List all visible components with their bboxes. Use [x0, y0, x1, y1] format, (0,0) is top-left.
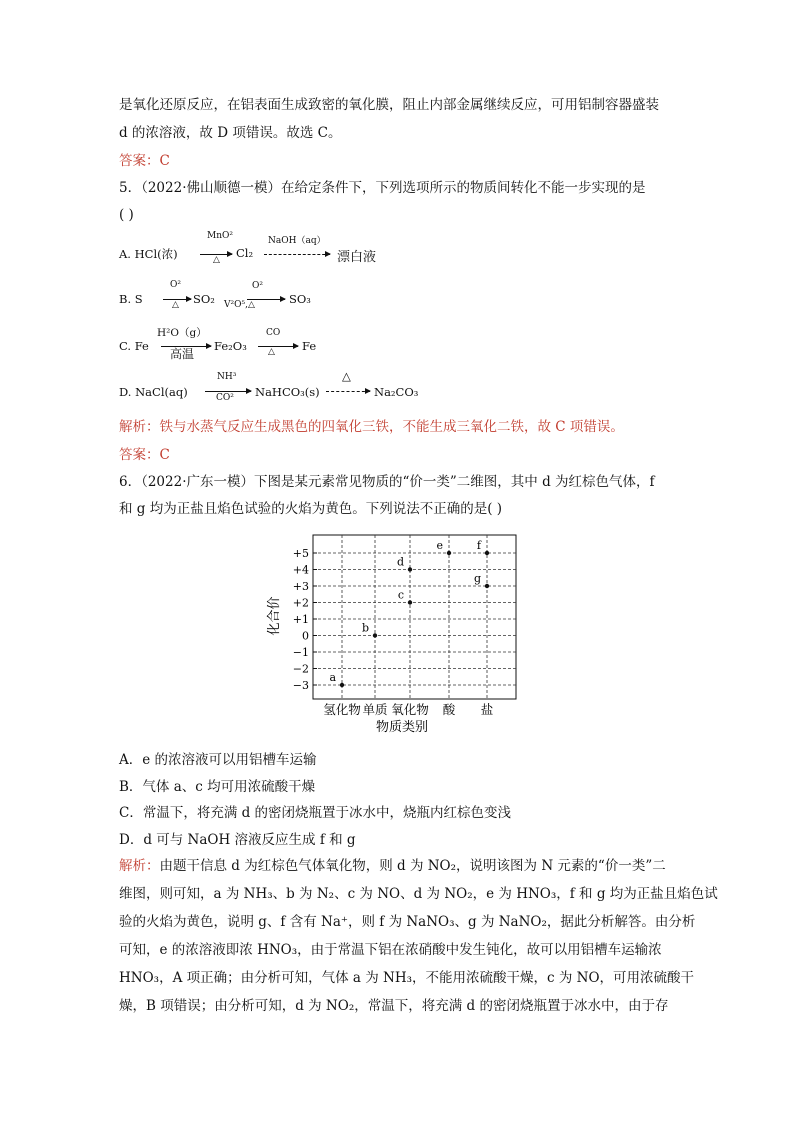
point-label-e: e	[436, 539, 443, 552]
y-tick-label: +4	[292, 563, 309, 577]
q5-stem-line-2: ( )	[119, 207, 134, 223]
q5-a-arrow2	[264, 254, 330, 255]
q6-option-c: C．常温下，将充满 d 的密闭烧瓶置于冰水中，烧瓶内红棕色变浅	[119, 805, 512, 821]
q6-analysis-line-2: 维图，则可知，a 为 NH₃、b 为 N₂、c 为 NO、d 为 NO₂，e 为 HNO₃，f 和 g 均为正盐且焰色试	[119, 886, 718, 902]
data-point-c	[408, 600, 412, 604]
valence-class-chart	[262, 528, 522, 740]
point-label-c: c	[397, 588, 404, 602]
q5-d-cond1-top: NH³	[217, 372, 237, 382]
q6-analysis-line-1	[119, 856, 666, 876]
data-point-e	[447, 551, 451, 555]
q5-c-cond1-top: H²O（g）	[157, 327, 207, 339]
q6-stem-line-2: 和 g 均为正盐且焰色试验的火焰为黄色。下列说法不正确的是( )	[119, 501, 503, 517]
q5-d-reactant: D. NaCl(aq)	[119, 385, 188, 399]
y-tick-label: +5	[292, 547, 309, 560]
q5-b-reactant: B. S	[119, 292, 143, 306]
y-tick-label: +1	[292, 613, 309, 626]
y-tick-label: +3	[292, 580, 309, 593]
q6-analysis-line-6: 燥，B 项错误；由分析可知，d 为 NO₂，常温下，将充满 d 的密闭烧瓶置于冰水中，由于存	[119, 998, 669, 1014]
q5-b-mid: SO₂	[193, 292, 215, 306]
q5-c-arrow2	[258, 346, 298, 347]
q6-analysis-line-5: HNO₃，A 项正确；由分析可知，气体 a 为 NH₃，不能用浓硫酸干燥，c 为 NO，可用浓硫酸干	[119, 970, 695, 986]
intro-line-1: 是氧化还原反应，在铝表面生成致密的氧化膜，阻止内部金属继续反应，可用铝制容器盛装	[119, 97, 659, 113]
q5-analysis: 解析：铁与水蒸气反应生成黑色的四氧化三铁，不能生成三氧化二铁，故 C 项错误。	[119, 419, 624, 435]
y-tick-label: −3	[292, 679, 309, 692]
x-axis-label: 物质类别	[375, 720, 429, 735]
point-label-b: b	[361, 621, 369, 635]
q5-d-cond1-bot: CO²	[216, 393, 234, 403]
q5-b-cond1-top: O²	[170, 280, 181, 290]
data-point-b	[373, 633, 377, 637]
q5-c-reactant: C. Fe	[119, 339, 149, 353]
y-tick-label: −1	[292, 646, 309, 659]
q6-stem-line-1: 6．（2022·广东一模）下图是某元素常见物质的“价一类”二维图，其中 d 为红棕色气体，f	[119, 474, 655, 490]
y-tick-label: −2	[292, 662, 309, 676]
x-tick-label: 盐	[480, 702, 494, 717]
q5-answer: 答案：C	[119, 447, 170, 463]
q6-analysis-text-1: 由题干信息 d 为红棕色气体氧化物，则 d 为 NO₂，说明该图为 N 元素的“价一类”二	[159, 858, 666, 874]
x-tick-label: 氢化物	[323, 702, 361, 717]
q6-option-a: A．e 的浓溶液可以用铝槽车运输	[119, 752, 317, 768]
q5-d-cond2-top: △	[342, 369, 351, 383]
q5-stem-line-1: 5．（2022·佛山顺德一模）在给定条件下，下列选项所示的物质间转化不能一步实现的是	[119, 180, 646, 196]
q5-a-mid: Cl₂	[236, 246, 254, 260]
q5-b-cond2-bot: V²O⁵,△	[224, 300, 255, 310]
intro-line-2: d 的浓溶液，故 D 项错误。故选 C。	[119, 125, 342, 141]
q6-option-b: B．气体 a、c 均可用浓硫酸干燥	[119, 779, 316, 795]
point-label-d: d	[396, 555, 404, 569]
point-label-f: f	[476, 539, 481, 552]
q5-c-cond2-top: CO	[266, 328, 281, 338]
x-tick-label: 单质	[362, 702, 388, 717]
q5-a-cond1-bot: △	[213, 255, 220, 265]
point-label-g: g	[473, 572, 481, 585]
data-point-g	[485, 584, 489, 588]
y-tick-label: 0	[302, 629, 309, 643]
q6-analysis-line-4: 可知，e 的浓溶液即浓 HNO₃，由于常温下铝在浓硝酸中发生钝化，故可以用铝槽车运输浓	[119, 942, 662, 958]
q6-analysis-line-3: 验的火焰为黄色，说明 g、f 含有 Na⁺，则 f 为 NaNO₃、g 为 NaNO₂，据此分析解答。由分析	[119, 914, 696, 930]
data-point-a	[340, 683, 344, 687]
q5-d-product: Na₂CO₃	[374, 385, 419, 399]
q5-c-cond2-bot: △	[268, 347, 275, 357]
chart-frame	[313, 535, 516, 699]
q5-a-product: 漂白液	[337, 250, 377, 265]
data-point-f	[485, 551, 489, 555]
y-tick-label: +2	[292, 596, 309, 610]
q5-d-arrow1	[205, 391, 251, 392]
q5-a-reactant: A. HCl(浓)	[119, 247, 178, 261]
point-label-a: a	[329, 671, 336, 684]
y-axis-label: 化合价	[267, 596, 282, 636]
q5-d-arrow2	[326, 391, 370, 392]
q5-c-mid: Fe₂O₃	[214, 339, 247, 353]
q5-a-cond1-top: MnO²	[207, 231, 233, 241]
q5-c-cond1-bot: 高温	[170, 347, 195, 361]
q5-b-product: SO₃	[289, 292, 311, 306]
q5-a-cond2-top: NaOH（aq）	[268, 236, 326, 246]
q5-d-mid: NaHCO₃(s)	[255, 385, 320, 399]
x-tick-label: 氧化物	[391, 702, 429, 717]
intro-answer: 答案：C	[119, 153, 170, 169]
q6-analysis-label: 解析：	[119, 858, 160, 874]
q5-b-cond2-top: O²	[252, 281, 263, 291]
q5-c-product: Fe	[302, 339, 317, 353]
x-tick-label: 酸	[442, 702, 456, 717]
q5-b-cond1-bot: △	[172, 300, 179, 310]
data-point-d	[408, 567, 412, 571]
q6-option-d: D．d 可与 NaOH 溶液反应生成 f 和 g	[119, 832, 356, 848]
